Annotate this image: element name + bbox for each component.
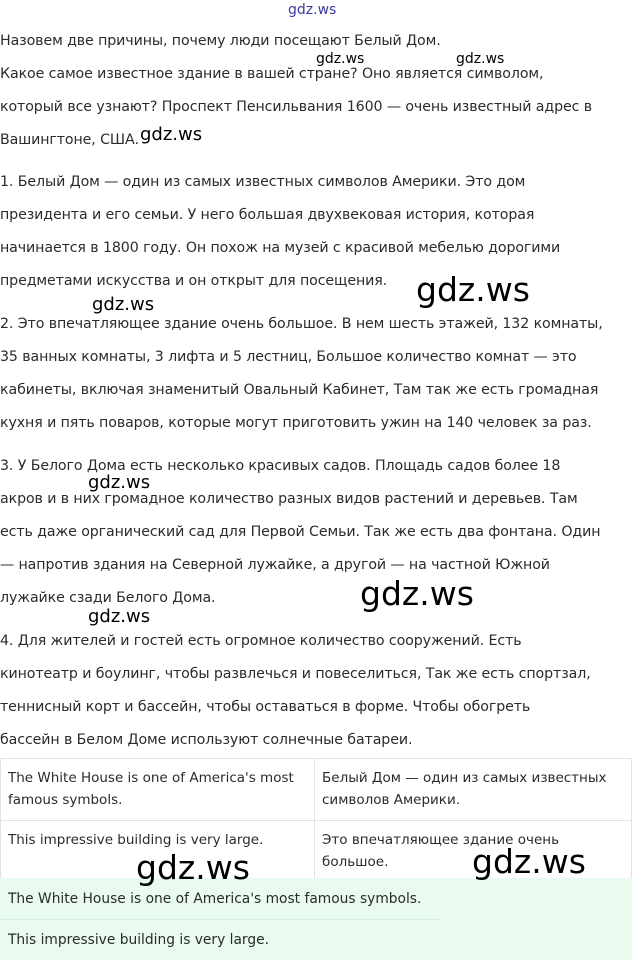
paragraph-line: лужайке сзади Белого Дома. (0, 590, 216, 606)
answer-line-2: This impressive building is very large. (8, 932, 269, 948)
paragraph-line: 2. Это впечатляющее здание очень большое. В нем шесть этажей, 132 комнаты, (0, 316, 603, 332)
watermark: gdz.ws (316, 51, 365, 67)
answer-divider (0, 919, 440, 920)
intro-line: Какое самое известное здание в вашей стране? Оно является символом, (0, 66, 544, 82)
cell-line: This impressive building is very large. (8, 832, 264, 848)
watermark: gdz.ws (88, 606, 151, 627)
watermark: gdz.ws (416, 270, 530, 309)
watermark: gdz.ws (288, 2, 337, 18)
paragraph-line: бассейн в Белом Доме используют солнечные батареи. (0, 732, 413, 748)
cell-line: Белый Дом — один из самых известных (322, 770, 607, 786)
table-cell-russian (315, 759, 632, 821)
paragraph-line: теннисный корт и бассейн, чтобы оставаться в форме. Чтобы обогреть (0, 699, 531, 715)
cell-line: famous symbols. (8, 792, 123, 808)
paragraph-line: есть даже органический сад для Первой Семьи. Так же есть два фонтана. Один (0, 524, 601, 540)
cell-line: символов Америки. (322, 792, 461, 808)
answer-line-1: The White House is one of America's most famous symbols. (8, 891, 422, 907)
watermark: gdz.ws (88, 472, 151, 493)
paragraph-line: начинается в 1800 году. Он похож на музей с красивой мебелью дорогими (0, 240, 561, 256)
intro-paragraph (0, 25, 632, 157)
watermark: gdz.ws (136, 848, 250, 887)
paragraph-line: предметами искусства и он открыт для посещения. (0, 273, 388, 289)
paragraph-line: президента и его семьи. У него большая двухвековая история, которая (0, 207, 535, 223)
intro-line: который все узнают? Проспект Пенсильвания 1600 — очень известный адрес в (0, 99, 593, 115)
cell-line: The White House is one of America's most (8, 770, 294, 786)
watermark: gdz.ws (472, 842, 586, 881)
paragraph-line: 1. Белый Дом — один из самых известных символов Америки. Это дом (0, 174, 526, 190)
paragraph-line: 35 ванных комнаты, 3 лифта и 5 лестниц, Большое количество комнат — это (0, 349, 577, 365)
paragraph-line: кинотеатр и боулинг, чтобы развлечься и повеселиться, Так же есть спортзал, (0, 666, 591, 682)
paragraph-line: кухня и пять поваров, которые могут приготовить ужин на 140 человек за раз. (0, 415, 592, 431)
watermark: gdz.ws (456, 51, 505, 67)
cell-line: большое. (322, 854, 389, 870)
cell-line: Это впечатляющее здание очень (322, 832, 560, 848)
watermark: gdz.ws (360, 574, 474, 613)
intro-line: Назовем две причины, почему люди посещают Белый Дом. (0, 33, 441, 49)
paragraph-2 (0, 308, 632, 440)
table-row (1, 759, 632, 821)
paragraph-line: акров и в них громадное количество разных видов растений и деревьев. Там (0, 491, 578, 507)
paragraph-4 (0, 625, 632, 757)
paragraph-line: — напротив здания на Северной лужайке, а другой — на частной Южной (0, 557, 550, 573)
watermark: gdz.ws (92, 294, 155, 315)
table-cell-english (1, 759, 315, 821)
paragraph-line: 4. Для жителей и гостей есть огромное количество сооружений. Есть (0, 633, 522, 649)
paragraph-line: кабинеты, включая знаменитый Овальный Кабинет, Там так же есть громадная (0, 382, 599, 398)
intro-line: Вашингтоне, США. (0, 132, 140, 148)
watermark: gdz.ws (140, 124, 203, 145)
paragraph-1 (0, 166, 632, 298)
paragraph-line: 3. У Белого Дома есть несколько красивых садов. Площадь садов более 18 (0, 458, 561, 474)
